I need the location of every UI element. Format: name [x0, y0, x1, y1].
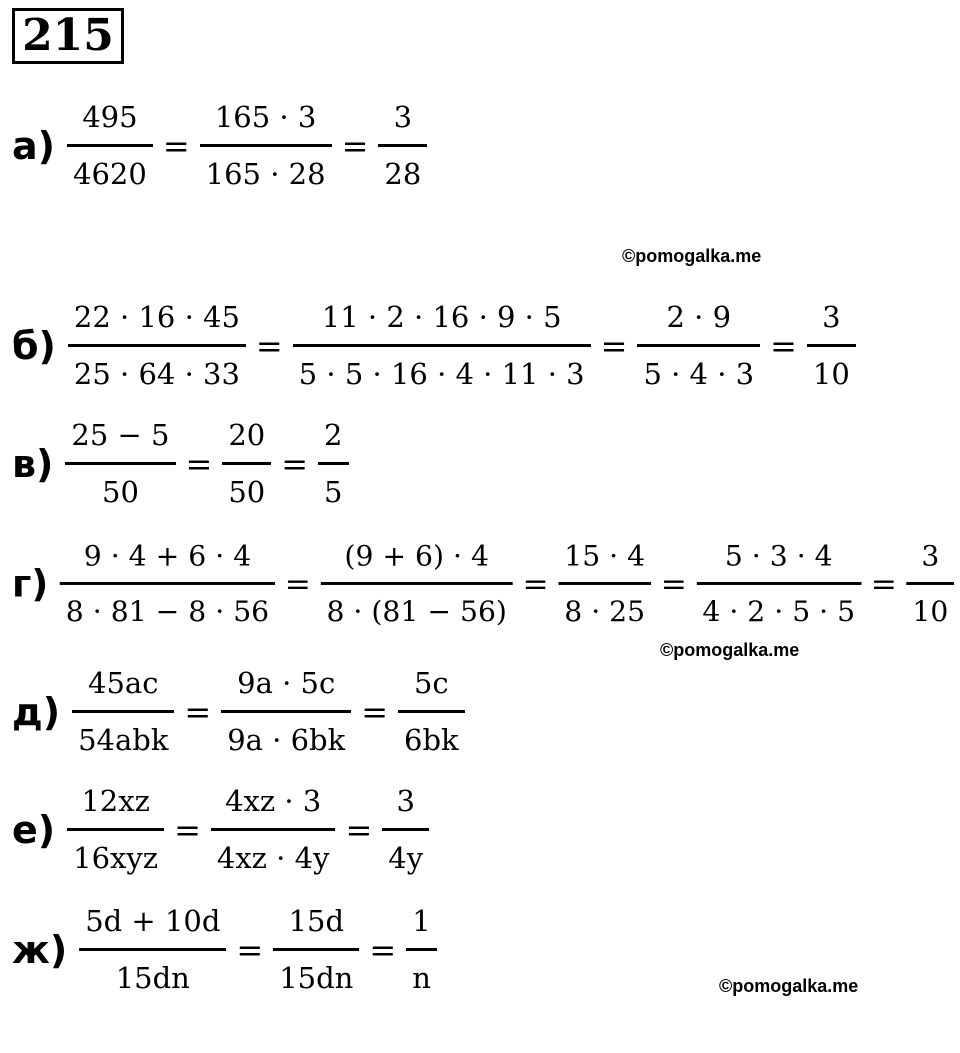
denominator: 5 — [324, 475, 343, 509]
numerator: 20 — [222, 416, 271, 465]
numerator: 11 · 2 · 16 · 9 · 5 — [293, 298, 591, 347]
numerator: 3 — [378, 98, 427, 147]
denominator: 16xyz — [73, 841, 159, 875]
denominator: 9a · 6bk — [227, 723, 346, 757]
fraction — [72, 664, 174, 759]
denominator: 10 — [912, 594, 949, 628]
denominator: 4620 — [73, 157, 147, 191]
equals-sign: = — [369, 930, 397, 969]
solution-row — [12, 416, 349, 511]
equals-sign: = — [284, 564, 311, 603]
equals-sign: = — [345, 810, 373, 849]
fraction — [558, 537, 651, 630]
denominator: 8 · 25 — [564, 594, 646, 628]
numerator: 9a · 5c — [221, 664, 351, 713]
numerator: 165 · 3 — [200, 98, 332, 147]
item-label: а) — [12, 123, 56, 168]
solution-row — [12, 664, 465, 759]
numerator: 3 — [382, 782, 429, 831]
watermark: ©pomogalka.me — [719, 976, 859, 996]
denominator: 8 · (81 − 56) — [326, 594, 507, 628]
denominator: 4y — [388, 841, 424, 875]
fraction — [221, 664, 351, 759]
fraction — [200, 98, 332, 193]
denominator: 15dn — [115, 961, 190, 995]
denominator: 5 · 5 · 16 · 4 · 11 · 3 — [298, 357, 585, 391]
numerator: 5d + 10d — [79, 902, 226, 951]
denominator: 54abk — [78, 723, 169, 757]
fraction — [67, 98, 153, 193]
watermark: ©pomogalka.me — [660, 640, 800, 660]
numerator: 2 — [318, 416, 348, 465]
equals-sign: = — [255, 326, 283, 365]
fraction — [293, 298, 591, 393]
equals-sign: = — [184, 692, 212, 731]
solution-row — [12, 782, 429, 877]
solution-row — [12, 98, 427, 193]
numerator: 45ac — [72, 664, 174, 713]
item-label: г) — [12, 562, 49, 605]
equals-sign: = — [281, 444, 309, 483]
fraction — [273, 902, 359, 997]
item-label: б) — [12, 323, 56, 368]
equals-sign: = — [361, 692, 388, 731]
numerator: (9 + 6) · 4 — [321, 537, 513, 585]
numerator: 4xz · 3 — [211, 782, 336, 831]
denominator: n — [412, 961, 431, 995]
solution-row — [12, 298, 856, 393]
fraction — [637, 298, 760, 393]
solution-row — [12, 537, 954, 630]
item-label: е) — [12, 807, 56, 852]
denominator: 8 · 81 − 8 · 56 — [65, 594, 270, 628]
equals-sign: = — [341, 126, 369, 165]
denominator: 50 — [228, 475, 266, 509]
numerator: 9 · 4 + 6 · 4 — [60, 537, 275, 585]
watermark: ©pomogalka.me — [622, 246, 762, 266]
fraction — [378, 98, 427, 193]
fraction — [697, 537, 861, 630]
equals-sign: = — [870, 564, 897, 603]
fraction — [67, 782, 164, 877]
numerator: 5 · 3 · 4 — [697, 537, 861, 585]
numerator: 25 − 5 — [65, 416, 175, 465]
numerator: 15 · 4 — [558, 537, 651, 585]
equals-sign: = — [236, 930, 264, 969]
denominator: 4 · 2 · 5 · 5 — [702, 594, 856, 628]
fraction — [907, 537, 955, 630]
fraction — [321, 537, 513, 630]
denominator: 25 · 64 · 33 — [73, 357, 240, 391]
fraction — [65, 416, 175, 511]
fraction — [382, 782, 429, 877]
fraction — [211, 782, 336, 877]
numerator: 2 · 9 — [637, 298, 760, 347]
item-label: в) — [12, 441, 54, 486]
equals-sign: = — [174, 810, 201, 849]
numerator: 22 · 16 · 45 — [68, 298, 246, 347]
solution-row — [12, 902, 437, 997]
fraction — [398, 664, 465, 759]
fraction — [318, 416, 348, 511]
numerator: 12xz — [67, 782, 164, 831]
fraction — [406, 902, 437, 997]
fraction — [60, 537, 275, 630]
fraction — [68, 298, 246, 393]
equals-sign: = — [660, 564, 687, 603]
numerator: 15d — [273, 902, 359, 951]
problem-number: 215 — [12, 8, 124, 64]
equals-sign: = — [600, 326, 628, 365]
numerator: 495 — [67, 98, 153, 147]
equals-sign: = — [185, 444, 213, 483]
item-label: д) — [12, 689, 61, 734]
fraction — [222, 416, 271, 511]
denominator: 50 — [102, 475, 139, 509]
fraction — [79, 902, 226, 997]
denominator: 10 — [812, 357, 850, 391]
denominator: 165 · 28 — [205, 157, 326, 191]
equals-sign: = — [770, 326, 797, 365]
numerator: 1 — [406, 902, 437, 951]
item-label: ж) — [12, 927, 68, 972]
denominator: 6bk — [404, 723, 459, 757]
fraction — [807, 298, 856, 393]
equals-sign: = — [522, 564, 549, 603]
numerator: 3 — [807, 298, 856, 347]
numerator: 3 — [907, 537, 955, 585]
denominator: 15dn — [279, 961, 354, 995]
denominator: 4xz · 4y — [216, 841, 330, 875]
equals-sign: = — [162, 126, 190, 165]
denominator: 28 — [384, 157, 422, 191]
numerator: 5c — [398, 664, 465, 713]
denominator: 5 · 4 · 3 — [643, 357, 755, 391]
